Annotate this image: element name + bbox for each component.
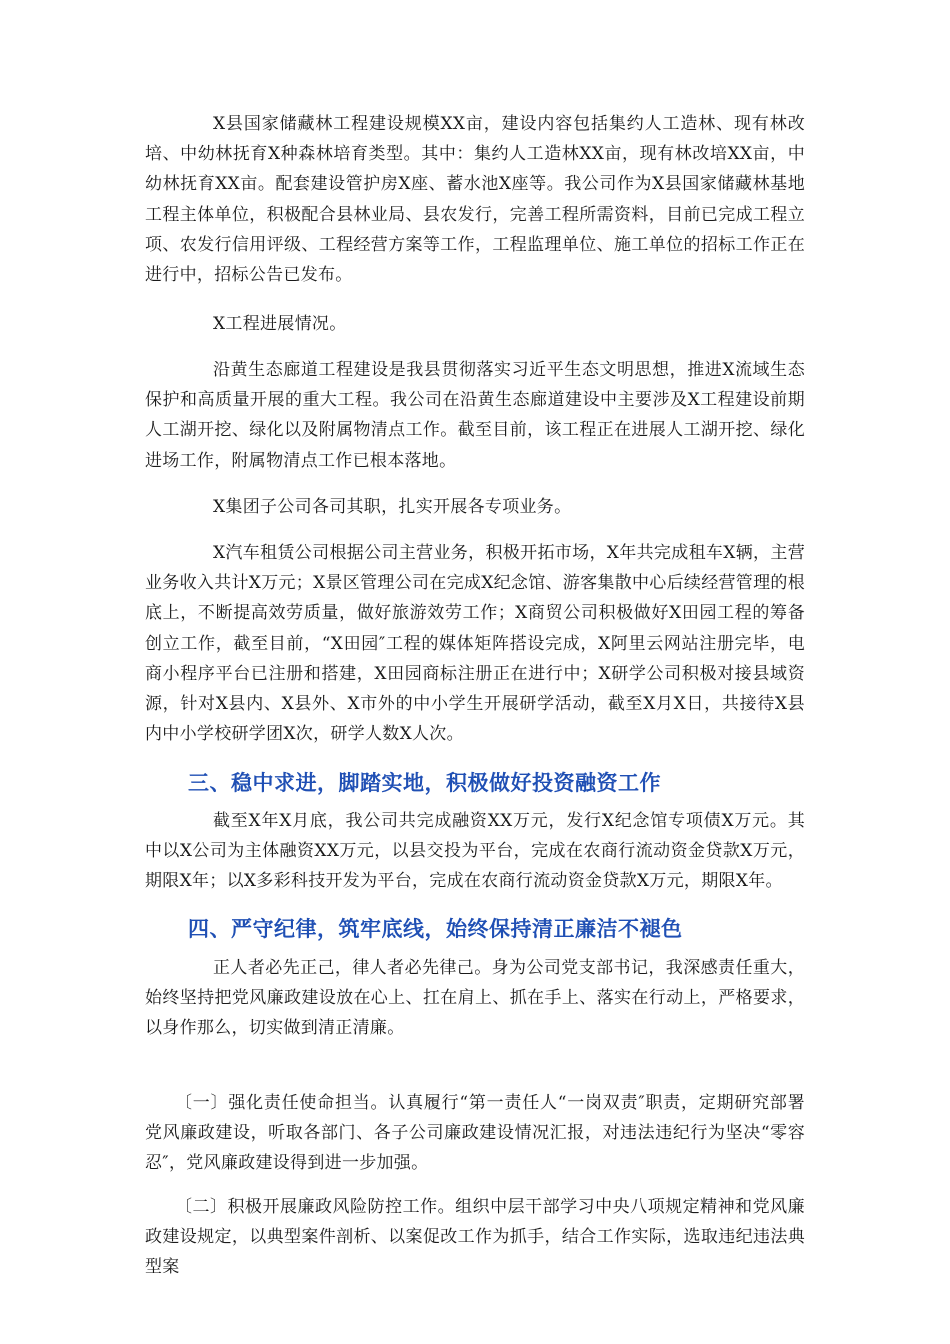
paragraph-subsidiaries-business: X汽车租赁公司根据公司主营业务，积极开拓市场，X年共完成租车X辆，主营业务收入共计X万元；X景区管理公司在完成X纪念馆、游客集散中心后续经营管理的根底上，不断提高效劳质量，做好旅游效劳工作；X商贸公司积极做好X田园工程的筹备创立工作，截至目前，“X田园″工程的媒体矩阵搭设完成，X阿里云网站注册完毕，电商小程序平台已注册和搭建，X田园商标注册正在进行中；X研学公司积极对接县域资源，针对X县内、X县外、X市外的中小学生开展研学活动，截至X月X日，共接待X县内中小学校研学团X次，研学人数X人次。	[145, 543, 806, 745]
paragraph-responsibility: 〔一〕强化责任使命担当。认真履行“第一责任人“一岗双责″职责，定期研究部署党风廉政建设，听取各部门、各子公司廉政建设情况汇报，对违法违纪行为坚决“零容忍″，党风廉政建设得到进一步加强。	[145, 1093, 805, 1174]
paragraph-financing: 截至X年X月底，我公司共完成融资XX万元，发行X纪念馆专项债X万元。其中以X公司为主体融资XX万元，以县交投为平台，完成在农商行流动资金贷款X万元，期限X年；以X多彩科技开发为平台，完成在农商行流动资金贷款X万元，期限X年。	[145, 811, 805, 892]
paragraph-project-progress-title: X工程进展情况。	[213, 314, 347, 334]
paragraph-integrity: 正人者必先正己，律人者必先律己。身为公司党支部书记，我深感责任重大，始终坚持把党风廉政建设放在心上、扛在肩上、抓在手上、落实在行动上，严格要求，以身作那么，切实做到清正清廉。	[145, 958, 805, 1039]
paragraph-risk-control: 〔二〕积极开展廉政风险防控工作。组织中层干部学习中央八项规定精神和党风廉政建设规定，以典型案件剖析、以案促改工作为抓手，结合工作实际，选取违纪违法典型案	[145, 1197, 805, 1278]
paragraph-subsidiaries-title: X集团子公司各司其职，扎实开展各专项业务。	[213, 497, 572, 517]
section-heading-investment: 三、稳中求进，脚踏实地，积极做好投资融资工作	[188, 771, 661, 795]
paragraph-ecological-corridor: 沿黄生态廊道工程建设是我县贯彻落实习近平生态文明思想，推进X流域生态保护和高质量开展的重大工程。我公司在沿黄生态廊道建设中主要涉及X工程建设前期人工湖开挖、绿化以及附属物清点工作。截至目前，该工程正在进展人工湖开挖、绿化进场工作，附属物清点工作已根本落地。	[145, 360, 805, 471]
section-heading-discipline: 四、严守纪律，筑牢底线，始终保持清正廉洁不褪色	[188, 917, 683, 941]
paragraph-forest-project: X县国家储藏林工程建设规模XX亩，建设内容包括集约人工造林、现有林改培、中幼林抚育X种森林培育类型。其中：集约人工造林XX亩，现有林改培XX亩，中幼林抚育XX亩。配套建设管护房X座、蓄水池X座等。我公司作为X县国家储藏林基地工程主体单位，积极配合县林业局、县农发行，完善工程所需资料，目前已完成工程立项、农发行信用评级、工程经营方案等工作，工程监理单位、施工单位的招标工作正在进行中，招标公告已发布。	[145, 114, 805, 286]
